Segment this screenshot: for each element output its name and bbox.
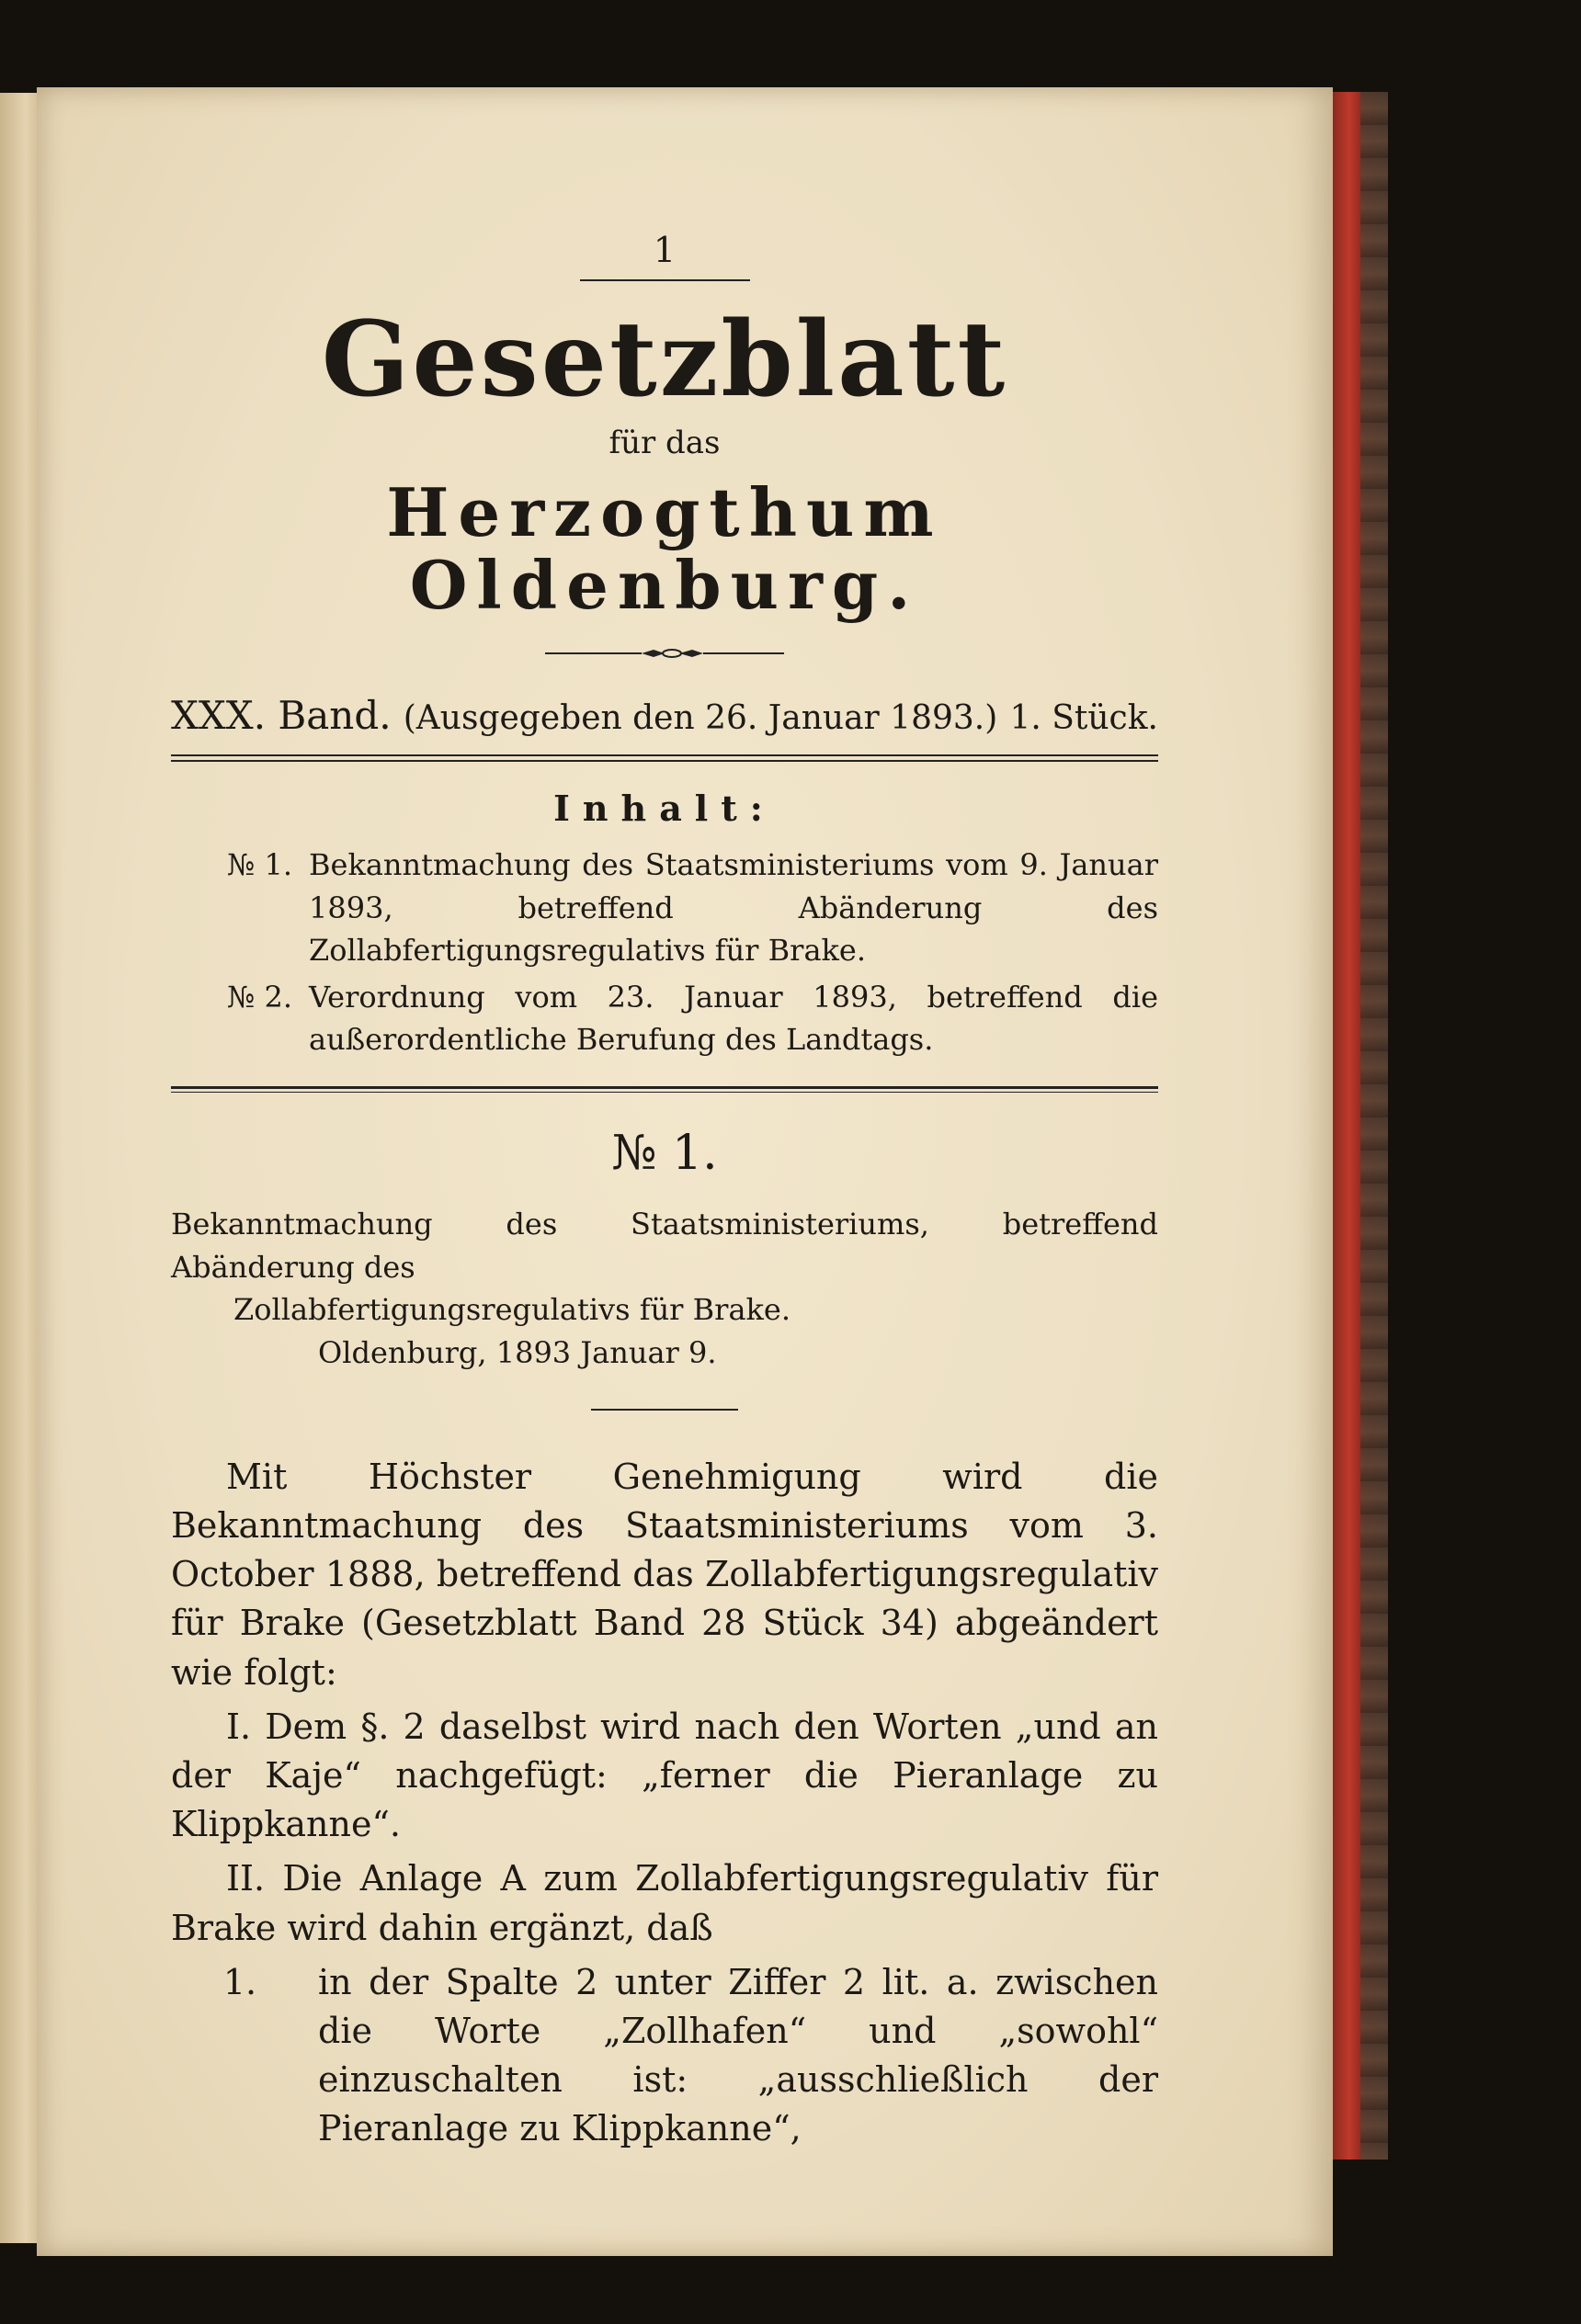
book-spine-cover (1360, 92, 1388, 2160)
section-number: № 1. (611, 1126, 718, 1182)
issue-number: 1. Stück. (1009, 699, 1158, 738)
sub-item (171, 1958, 1158, 2154)
section-place-date: Oldenburg, 1893 Januar 9. (318, 1334, 717, 1370)
contents-item (171, 976, 1158, 1061)
contents-item-text: Verordnung vom 23. Januar 1893, betreffend die außerordentliche Berufung des Landtags. (309, 979, 1158, 1057)
issue-date: (Ausgegeben den 26. Januar 1893.) (403, 699, 998, 738)
contents-item (171, 844, 1158, 971)
contents-item-number: № 2. (227, 979, 292, 1015)
section-title-line: Zollabfertigungsregulativs für Brake. (233, 1292, 791, 1328)
issue-meta (171, 693, 1158, 738)
gazette-title: Gesetzblatt (321, 300, 1008, 420)
contents-heading: Inhalt: (553, 788, 776, 830)
volume-label: XXX. Band. (171, 693, 392, 739)
intro-paragraph: Mit Höchster Genehmigung wird die Bekanntmachung des Staatsministeriums vom 3. October 1888, betreffend das Zollabfertigungsregulativ für Brake (Gesetzblatt Band 28 Stück 34) abgeändert wie folgt: (171, 1456, 1158, 1693)
section-rule (591, 1409, 738, 1411)
contents-item-number: № 1. (227, 847, 292, 883)
contents-item-text: Bekanntmachung des Staatsministeriums vom 9. Januar 1893, betreffend Abänderung des Zollabfertigungsregulativs für Brake. (309, 847, 1158, 969)
page-content (171, 230, 1158, 2154)
section-title (171, 1203, 1158, 1374)
sub-item-text: in der Spalte 2 unter Ziffer 2 lit. a. zwischen die Worte „Zollhafen“ und „sowohl“ einzuschalten ist: „ausschließlich der Pieranlage zu Klippkanne“, (318, 1961, 1158, 2149)
contents-rule (171, 1086, 1158, 1093)
item-paragraph: II. Die Anlage A zum Zollabfertigungsregulativ für Brake wird dahin ergänzt, daß (171, 1858, 1158, 1948)
sub-item-label: 1. (222, 1961, 257, 2002)
meta-double-rule (171, 754, 1158, 762)
item-paragraph: I. Dem §. 2 daselbst wird nach den Worten „und an der Kaje“ nachgefügt: „ferner die Pieranlage zu Klippkanne“. (171, 1706, 1158, 1845)
page-number: 1 (653, 230, 677, 270)
ornament-divider (171, 647, 1158, 660)
duchy-name: Herzogthum Oldenburg. (386, 473, 943, 625)
section-title-line: Bekanntmachung des Staatsministeriums, betreffend Abänderung des (171, 1207, 1158, 1285)
header-rule (580, 279, 750, 281)
facing-page-edge (0, 93, 37, 2243)
gazette-subtitle: für das (609, 425, 721, 461)
